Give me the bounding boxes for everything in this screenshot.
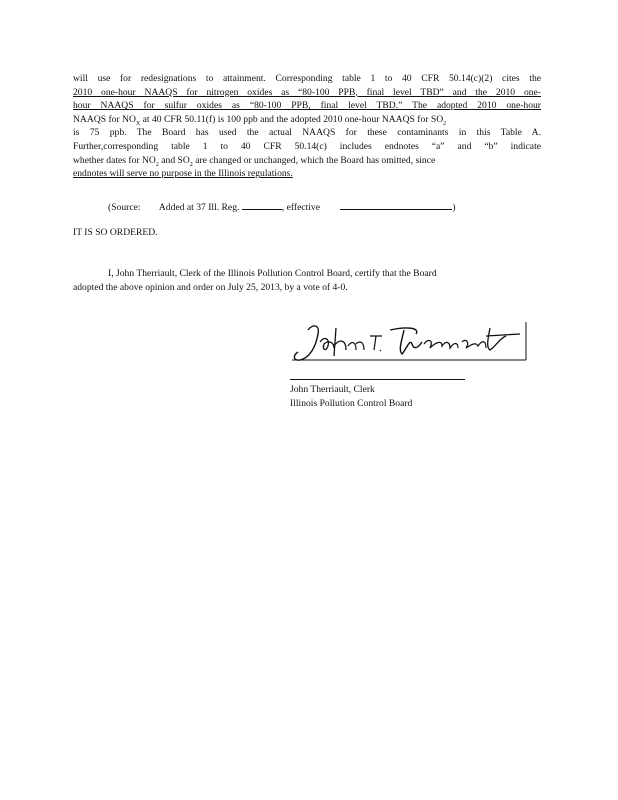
paragraph-line-7a: whether dates for NO bbox=[73, 154, 156, 166]
paragraph-line-4 bbox=[73, 113, 541, 127]
ordered-statement: IT IS SO ORDERED. bbox=[73, 227, 158, 238]
paragraph-line-8: endnotes will serve no purpose in the Illinois regulations. bbox=[73, 168, 293, 180]
paragraph-line-7 bbox=[73, 154, 541, 168]
handwritten-signature bbox=[290, 320, 528, 366]
source-added: Added at 37 Ill. Reg. bbox=[158, 202, 240, 213]
effective-date-blank bbox=[340, 200, 452, 210]
paragraph-line-2: 2010 one-hour NAAQS for nitrogen oxides as “80-100 PPB, final level TBD” and the 2010 one- bbox=[73, 86, 541, 98]
signature-line bbox=[290, 379, 465, 380]
paragraph-line-7c: are changed or unchanged, which the Board has omitted, since bbox=[195, 154, 436, 166]
paragraph-line-4a: NAAQS for NO bbox=[73, 113, 136, 125]
source-prefix: (Source: bbox=[108, 202, 141, 213]
paragraph-line-4b: at 40 CFR 50.11(f) is 100 ppb and the adopted 2010 one-hour NAAQS for SO bbox=[142, 113, 444, 125]
paragraph-line-3: hour NAAQS for sulfur oxides as “80-100 PPB, final level TBD.” The adopted 2010 one-hour bbox=[73, 100, 541, 112]
signatory-organization: Illinois Pollution Control Board bbox=[290, 398, 413, 409]
subscript-2: 2 bbox=[443, 120, 447, 127]
source-suffix: ) bbox=[452, 202, 456, 213]
paragraph-line-1: will use for redesignations to attainment. Corresponding table 1 to 40 CFR 50.14(c)(2) cites the bbox=[73, 73, 541, 84]
paragraph-line-5: is 75 ppb. The Board has used the actual NAAQS for these contaminants in this Table A. bbox=[73, 127, 541, 139]
certification-line-2: adopted the above opinion and order on July 25, 2013, by a vote of 4-0. bbox=[73, 282, 348, 293]
paragraph-line-6: Further,corresponding table 1 to 40 CFR 50.14(c) includes endnotes “a” and “b” indicate bbox=[73, 140, 541, 152]
subscript-2c: 2 bbox=[189, 161, 193, 168]
source-effective: , effective bbox=[281, 202, 320, 213]
signatory-name: John Therriault, Clerk bbox=[290, 384, 375, 395]
body-paragraph bbox=[73, 72, 541, 181]
subscript-x: X bbox=[135, 120, 141, 127]
volume-blank bbox=[242, 200, 282, 210]
subscript-2b: 2 bbox=[155, 161, 159, 168]
certification-line-1: I, John Therriault, Clerk of the Illinois Pollution Control Board, certify that the Board bbox=[108, 268, 437, 279]
source-note bbox=[108, 200, 456, 214]
paragraph-line-7b: and SO bbox=[161, 154, 190, 166]
